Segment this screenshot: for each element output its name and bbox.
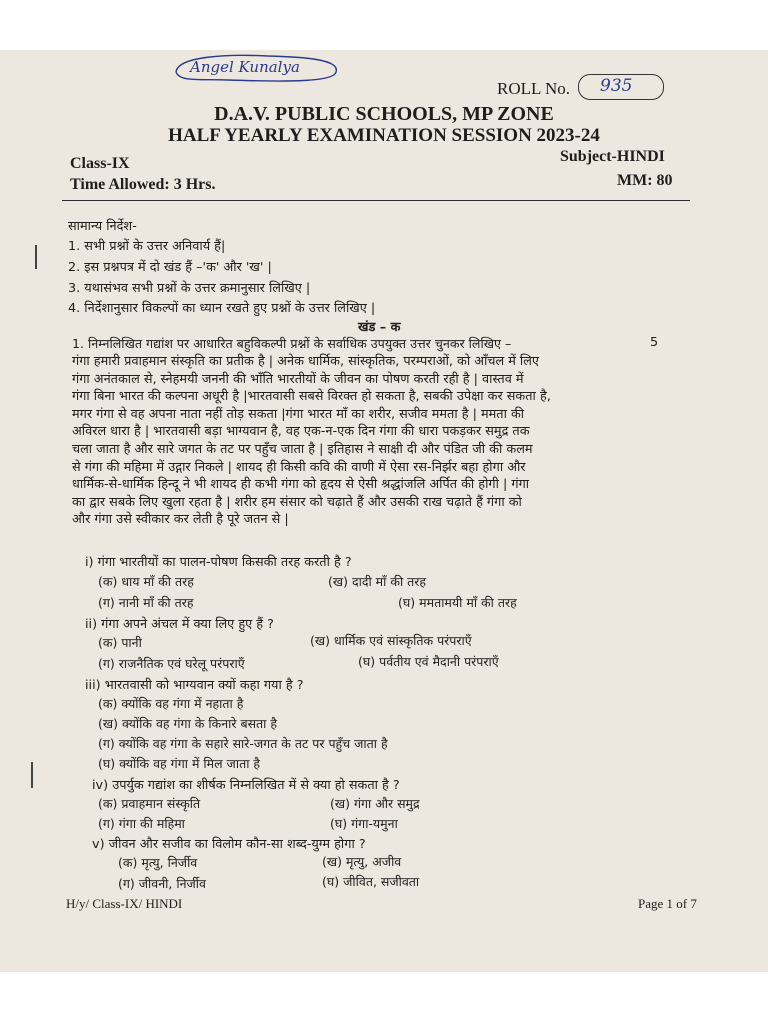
option: (क) पानी	[98, 635, 142, 650]
exam-title: HALF YEARLY EXAMINATION SESSION 2023-24	[168, 125, 600, 146]
passage-line: से गंगा की महिमा में उद्गार निकले | शायद ही किसी कवि की वाणी में ऐसा रस-निर्झर बहा होगा और	[72, 459, 526, 475]
passage-line: गंगा बिना भारत की कल्पना अधूरी है |भारतवासी सबसे विरक्त हो सकता है, सबकी उपेक्षा कर सकता है,	[72, 389, 551, 405]
option: (ग) गंगा की महिमा	[98, 816, 185, 831]
class-label: Class-IX	[70, 155, 130, 172]
option: (घ) क्योंकि वह गंगा में मिल जाता है	[98, 756, 261, 771]
instruction-item: 3. यथासंभव सभी प्रश्नों के उत्तर क्रमानुसार लिखिए |	[68, 281, 311, 296]
option: (घ) पर्वतीय एवं मैदानी परंपराएँ	[358, 654, 499, 669]
page-number: Page 1 of 7	[638, 896, 697, 911]
option: (ख) क्योंकि वह गंगा के किनारे बसता है	[98, 716, 278, 731]
subquestion: ii) गंगा अपने अंचल में क्या लिए हुए हैं ?	[85, 617, 274, 632]
option: (ख) मृत्यु, अजीव	[322, 854, 402, 869]
passage-line: अविरल धारा है | भारतवासी बड़ा भाग्यवान है, वह एक-न-एक दिन गंगा की धारा पकड़कर समुद्र तक	[72, 424, 530, 440]
option: (घ) जीवित, सजीवता	[322, 874, 420, 889]
instructions-heading: सामान्य निर्देश-	[68, 219, 137, 234]
subquestion: v) जीवन और सजीव का विलोम कौन-सा शब्द-युग्म होगा ?	[92, 837, 366, 852]
option: (ख) धार्मिक एवं सांस्कृतिक परंपराएँ	[310, 633, 472, 648]
roll-number: 935	[600, 76, 633, 96]
option: (घ) गंगा-यमुना	[330, 816, 398, 831]
header-divider	[62, 200, 690, 201]
subquestion: iii) भारतवासी को भाग्यवान क्यों कहा गया है ?	[85, 678, 304, 693]
subquestion: iv) उपर्युक गद्यांश का शीर्षक निम्नलिखित में से क्या हो सकता है ?	[92, 778, 400, 793]
handwritten-name: Angel Kunalya	[190, 58, 300, 76]
option: (घ) ममतामयी माँ की तरह	[398, 595, 517, 610]
option: (क) मृत्यु, निर्जीव	[118, 855, 198, 870]
max-marks: MM: 80	[617, 172, 673, 189]
option: (क) क्योंकि वह गंगा में नहाता है	[98, 696, 244, 711]
subject-label: Subject-HINDI	[560, 148, 665, 165]
roll-label: ROLL No.	[497, 79, 571, 98]
option: (क) प्रवाहमान संस्कृति	[98, 796, 201, 811]
q1-marks: 5	[650, 335, 659, 350]
passage-line: चला जाता है और सारे जगत के तट पर पहुँच जाता है | इतिहास ने साक्षी दी और पंडित जी की कलम	[72, 441, 533, 457]
passage-line: का द्वार सबके लिए खुला रहता है | शरीर हम संसार को चढ़ाते हैं और उसकी राख चढ़ाते हैं गंगा को	[72, 494, 522, 510]
option: (ख) गंगा और समुद्र	[330, 796, 420, 811]
option: (क) धाय माँ की तरह	[98, 574, 194, 589]
passage	[72, 353, 688, 529]
footer-left: H/y/ Class-IX/ HINDI	[66, 896, 183, 911]
passage-line: मगर गंगा से वह अपना नाता नहीं तोड़ सकता |गंगा भारत माँ का शरीर, सजीव ममता है | ममता की	[72, 406, 525, 422]
option: (ग) क्योंकि वह गंगा के सहारे सारे-जगत के तट पर पहुँच जाता है	[98, 736, 388, 751]
exam-paper	[0, 50, 768, 972]
section-heading: खंड – क	[358, 320, 401, 335]
passage-line: गंगा हमारी प्रवाहमान संस्कृति का प्रतीक है | अनेक धार्मिक, सांस्कृतिक, परम्पराओं, को आँचल में लिए	[72, 354, 539, 369]
subquestion: i) गंगा भारतीयों का पालन-पोषण किसकी तरह करती है ?	[85, 555, 352, 570]
instruction-item: 1. सभी प्रश्नों के उत्तर अनिवार्य हैं|	[68, 239, 226, 254]
option: (ग) राजनैतिक एवं घरेलू परंपराएँ	[98, 656, 245, 671]
q1-instruction: 1. निम्नलिखित गद्यांश पर आधारित बहुविकल्पी प्रश्नों के सर्वाधिक उपयुक्त उत्तर चुनकर लिखिए –	[72, 336, 512, 351]
time-allowed: Time Allowed: 3 Hrs.	[70, 176, 216, 193]
school-name: D.A.V. PUBLIC SCHOOLS, MP ZONE	[214, 103, 554, 125]
option: (ग) नानी माँ की तरह	[98, 595, 194, 610]
option: (ग) जीवनी, निर्जीव	[118, 876, 206, 891]
instruction-item: 4. निर्देशानुसार विकल्पों का ध्यान रखते हुए प्रश्नों के उत्तर लिखिए |	[68, 301, 376, 316]
passage-line: गंगा अनंतकाल से, स्नेहमयी जननी की भाँति भारतीयों के जीवन का पोषण करती रही है | वास्तव में	[72, 371, 524, 387]
passage-line: धार्मिक-से-धार्मिक हिन्दू ने भी शायद ही कभी गंगा को हृदय से ऐसी श्रद्धांजलि अर्पित की होगी | गंगा	[72, 477, 530, 493]
margin-mark	[31, 762, 33, 788]
option: (ख) दादी माँ की तरह	[328, 574, 427, 589]
instruction-item: 2. इस प्रश्नपत्र में दो खंड हैं –'क' और 'ख' |	[68, 260, 272, 275]
margin-mark	[35, 245, 37, 269]
passage-line: और गंगा उसे स्वीकार कर लेती है पूरे जतन से |	[72, 512, 289, 528]
